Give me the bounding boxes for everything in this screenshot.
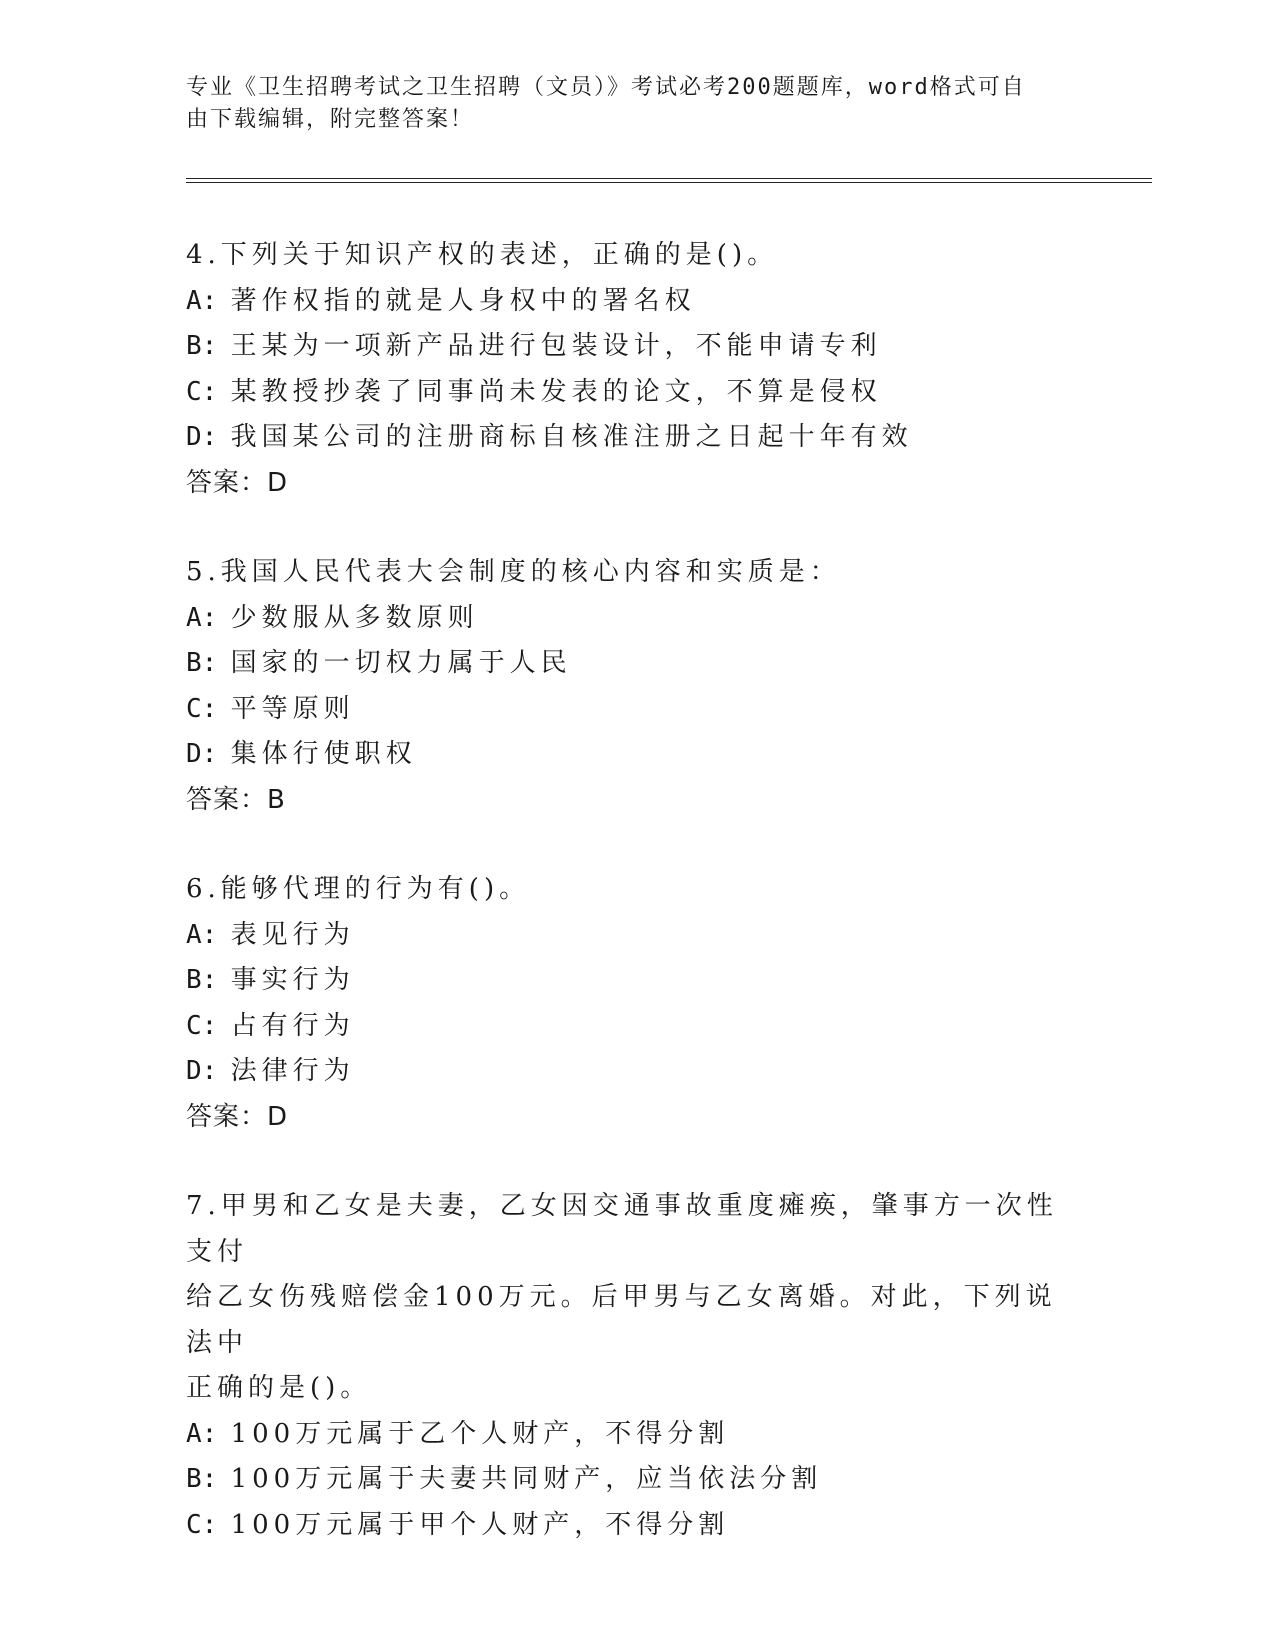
option-text: 国家的一切权力属于人民 — [230, 648, 572, 678]
option-c — [186, 1503, 1146, 1549]
option-letter: D: — [186, 422, 218, 452]
option-b — [186, 324, 1146, 370]
option-c — [186, 1004, 1146, 1050]
option-text: 少数服从多数原则 — [230, 602, 479, 633]
option-letter: A: — [186, 285, 218, 316]
option-c — [186, 687, 1146, 733]
option-c — [186, 370, 1146, 416]
option-text: 100万元属于甲个人财产，不得分割 — [230, 1509, 730, 1540]
answer: 答案：D — [186, 467, 289, 498]
question-4 — [186, 233, 1146, 506]
option-letter: A: — [186, 919, 218, 950]
option-text: 我国某公司的注册商标自核准注册之日起十年有效 — [230, 422, 913, 452]
answer: 答案：B — [186, 784, 286, 815]
option-b — [186, 1457, 1146, 1503]
document-header — [186, 72, 1086, 136]
header-line-2: 由下载编辑，附完整答案！ — [186, 107, 475, 132]
question-stem-line: 正确的是()。 — [186, 1373, 372, 1403]
option-text: 集体行使职权 — [230, 739, 417, 769]
option-text: 法律行为 — [230, 1056, 355, 1086]
option-text: 100万元属于夫妻共同财产，应当依法分割 — [230, 1464, 823, 1494]
option-text: 100万元属于乙个人财产，不得分割 — [230, 1418, 730, 1449]
option-a — [186, 279, 1146, 325]
option-d — [186, 415, 1146, 461]
option-text: 事实行为 — [230, 965, 355, 995]
question-stem: 4.下列关于知识产权的表述，正确的是()。 — [186, 240, 779, 270]
header-line-1: 专业《卫生招聘考试之卫生招聘（文员）》考试必考200题题库，word格式可自 — [186, 75, 1026, 100]
option-letter: C: — [186, 693, 218, 724]
option-a — [186, 596, 1146, 642]
option-letter: D: — [186, 1056, 218, 1086]
question-list — [186, 233, 1146, 1592]
option-d — [186, 732, 1146, 778]
option-a — [186, 913, 1146, 959]
question-stem-line: 给乙女伤残赔偿金100万元。后甲男与乙女离婚。对此，下列说法中 — [186, 1282, 1057, 1358]
option-d — [186, 1049, 1146, 1095]
option-a — [186, 1412, 1146, 1458]
question-5 — [186, 550, 1146, 823]
option-letter: D: — [186, 739, 218, 769]
header-double-rule — [186, 178, 1152, 183]
option-text: 占有行为 — [230, 1010, 355, 1041]
option-letter: B: — [186, 331, 218, 361]
option-letter: A: — [186, 1418, 218, 1449]
question-7 — [186, 1184, 1146, 1548]
option-letter: B: — [186, 965, 218, 995]
option-letter: B: — [186, 1464, 218, 1494]
document-page — [186, 0, 1146, 1650]
option-text: 表见行为 — [230, 919, 355, 950]
question-stem-line: 7.甲男和乙女是夫妻，乙女因交通事故重度瘫痪，肇事方一次性支付 — [186, 1191, 1058, 1267]
option-letter: C: — [186, 376, 218, 407]
option-text: 某教授抄袭了同事尚未发表的论文，不算是侵权 — [230, 376, 882, 407]
option-text: 平等原则 — [230, 693, 355, 724]
option-letter: A: — [186, 602, 218, 633]
answer: 答案：D — [186, 1101, 289, 1132]
question-stem: 5.我国人民代表大会制度的核心内容和实质是： — [186, 557, 841, 587]
question-6 — [186, 867, 1146, 1140]
option-letter: C: — [186, 1010, 218, 1041]
question-stem: 6.能够代理的行为有()。 — [186, 874, 531, 904]
option-letter: C: — [186, 1509, 218, 1540]
option-text: 王某为一项新产品进行包装设计，不能申请专利 — [230, 331, 882, 361]
option-b — [186, 958, 1146, 1004]
option-text: 著作权指的就是人身权中的署名权 — [230, 285, 696, 316]
option-letter: B: — [186, 648, 218, 678]
option-b — [186, 641, 1146, 687]
